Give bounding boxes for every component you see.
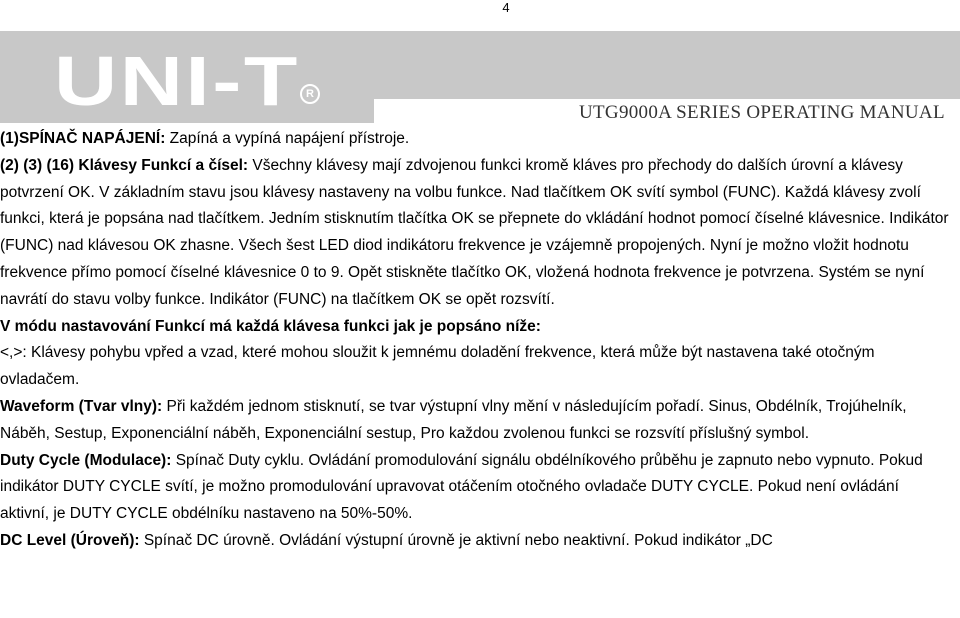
paragraph-heading: Duty Cycle (Modulace): bbox=[0, 451, 172, 469]
manual-title: UTG9000A SERIES OPERATING MANUAL bbox=[579, 102, 945, 123]
paragraph-power-switch bbox=[0, 126, 950, 153]
page-number: 4 bbox=[502, 0, 510, 15]
paragraph-text: Spínač DC úrovně. Ovládání výstupní úrovně je aktivní nebo neaktivní. Pokud indikátor „DC bbox=[139, 531, 773, 549]
paragraph-duty-cycle bbox=[0, 448, 950, 528]
paragraph-arrow-keys bbox=[0, 340, 950, 394]
paragraph-text: <,>: Klávesy pohybu vpřed a vzad, které mohou sloužit k jemnému doladění frekvence, která může být nastavena také otočným ovladačem. bbox=[0, 344, 875, 389]
paragraph-text: Při každém jednom stisknutí, se tvar výstupní vlny mění v následujícím pořadí. Sinus, Obdélník, Trojúhelník, Náběh, Sestup, Exponenciální náběh, Exponenciální sestup, Pro každou zvolenou funkci se rozsvítí příslušný symbol. bbox=[0, 397, 907, 442]
paragraph-waveform bbox=[0, 394, 950, 448]
paragraph-heading: (1)SPÍNAČ NAPÁJENÍ: bbox=[0, 130, 166, 147]
paragraph-dc-level bbox=[0, 528, 950, 555]
brand-logo: UNI-T bbox=[54, 42, 300, 120]
paragraph-heading: (2) (3) (16) Klávesy Funkcí a čísel: bbox=[0, 156, 249, 174]
paragraph-function-mode bbox=[0, 314, 950, 341]
paragraph-heading: DC Level (Úroveň): bbox=[0, 531, 140, 549]
paragraph-text: Všechny klávesy mají zdvojenou funkci kromě kláves pro přechody do dalších úrovní a klávesy potvrzení OK. V základním stavu jsou klávesy nastaveny na volbu funkce. Nad tlačítkem OK svítí symbol (FUNC). Každá klávesy zvolí funkci, která je popsána nad tlačítkem. Jedním stisknutím tlačítka OK se přepnete do vkládání hodnot pomocí číselné klávesnice. Indikátor (FUNC) nad klávesou OK zhasne. Všech šest LED diod indikátoru frekvence je vzájemně propojených. Nyní je možno vložit hodnotu frekvence přímo pomocí číselné klávesnice 0 to 9. Opět stiskněte tlačítko OK, vložená hodnota frekvence je potvrzena. Systém se nyní navrátí do stavu volby funkce. Indikátor (FUNC) na tlačítkem OK se opět rozsvítí. bbox=[0, 156, 949, 308]
paragraph-text: Zapíná a vypíná napájení přístroje. bbox=[165, 130, 410, 147]
paragraph-text: Spínač Duty cyklu. Ovládání promodulování signálu obdélníkového průběhu je zapnuto nebo vypnuto. Pokud indikátor DUTY CYCLE svítí, je možno promodulování upravovat otáčením otočného ovladače DUTY CYCLE. Pokud není ovládání aktivní, je DUTY CYCLE obdélníku nastaveno na 50%-50%. bbox=[0, 451, 923, 523]
paragraph-function-keys bbox=[0, 153, 950, 314]
registered-mark-icon: R bbox=[300, 84, 320, 104]
paragraph-heading: V módu nastavování Funkcí má každá klávesa funkci jak je popsáno níže: bbox=[0, 317, 541, 335]
document-body bbox=[0, 126, 950, 555]
paragraph-heading: Waveform (Tvar vlny): bbox=[0, 397, 163, 415]
